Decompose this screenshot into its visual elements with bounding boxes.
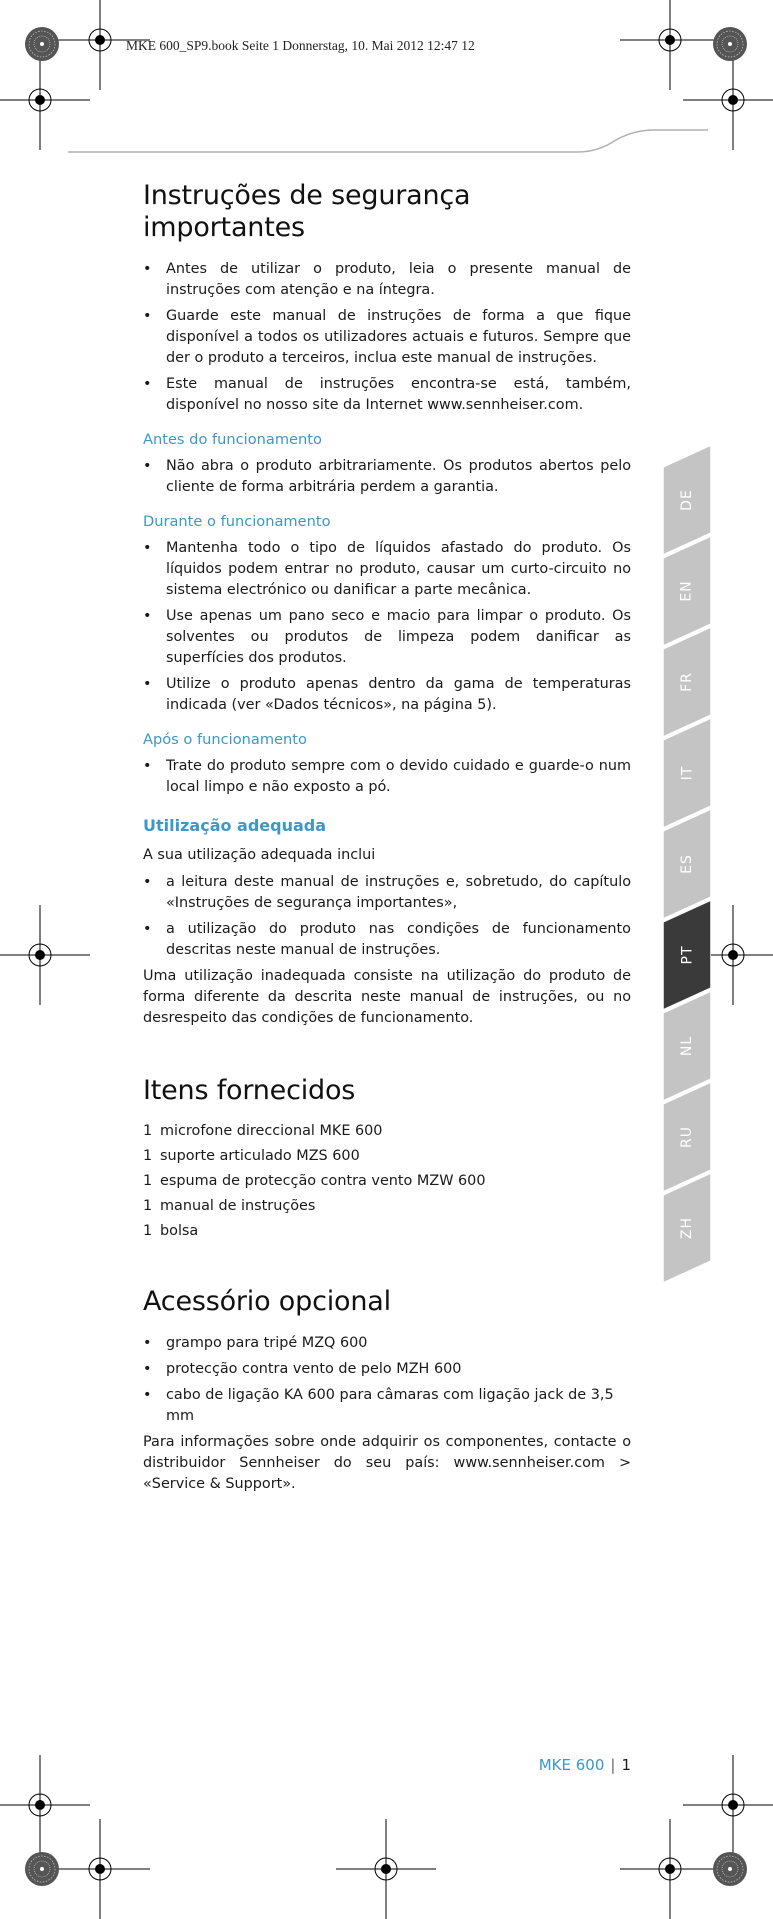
bullet-glyph: • bbox=[143, 607, 152, 624]
registration-mark-icon bbox=[0, 50, 90, 150]
intended-use-intro: A sua utilização adequada inclui bbox=[143, 846, 376, 863]
list-item bbox=[143, 1359, 631, 1380]
after-operation-list bbox=[143, 756, 631, 798]
accessories-list bbox=[143, 1333, 631, 1427]
list-item bbox=[143, 1221, 631, 1242]
safety-title: Instruções de segurança importantes bbox=[143, 180, 471, 244]
page-number: 1 bbox=[621, 1756, 631, 1774]
registration-mark-icon bbox=[683, 50, 773, 150]
list-item bbox=[143, 919, 631, 961]
bullet-glyph: • bbox=[143, 1386, 152, 1403]
delivery-list bbox=[143, 1121, 631, 1242]
list-item bbox=[143, 1171, 631, 1192]
bullet-glyph: • bbox=[143, 675, 152, 692]
registration-mark-icon bbox=[50, 1819, 150, 1919]
list-item-text: Utilize o produto apenas dentro da gama de temperaturas indicada (ver «Dados técnicos», na página 5). bbox=[166, 675, 631, 713]
improper-use-paragraph: Uma utilização inadequada consiste na utilização do produto de forma diferente da descrita neste manual de instruções, ou no desrespeito das condições de funcionamento. bbox=[143, 967, 631, 1026]
tab-zh[interactable] bbox=[663, 1173, 711, 1283]
item-text: microfone direccional MKE 600 bbox=[160, 1123, 383, 1140]
registration-mark-icon bbox=[0, 905, 90, 1005]
during-operation-heading: Durante o funcionamento bbox=[143, 512, 331, 530]
list-item-text: Guarde este manual de instruções de forma a que fique disponível a todos os utilizadores actuais e futuros. Sempre que der o produto a terceiros, inclua este manual de instruções. bbox=[166, 307, 631, 366]
accessories-title: Acessório opcional bbox=[143, 1286, 391, 1318]
registration-mark-icon bbox=[336, 1819, 436, 1919]
tab-label: ZH bbox=[679, 1216, 695, 1240]
tab-label: ES bbox=[678, 854, 695, 874]
tab-label: IT bbox=[679, 765, 695, 781]
item-text: bolsa bbox=[160, 1223, 199, 1240]
bullet-glyph: • bbox=[143, 539, 152, 556]
during-operation-list bbox=[143, 538, 631, 716]
tab-label: DE bbox=[678, 489, 695, 511]
item-quantity: 1 bbox=[143, 1223, 153, 1240]
item-quantity: 1 bbox=[143, 1198, 153, 1215]
bullet-glyph: • bbox=[143, 375, 152, 392]
bullet-glyph: • bbox=[143, 1360, 152, 1377]
list-item bbox=[143, 456, 631, 498]
tab-label: RU bbox=[678, 1126, 695, 1148]
registration-mark-icon bbox=[620, 1819, 720, 1919]
bullet-glyph: • bbox=[143, 1334, 152, 1351]
tab-label: PT bbox=[679, 945, 695, 965]
list-item bbox=[143, 538, 631, 601]
tab-label: EN bbox=[678, 580, 695, 602]
list-item bbox=[143, 1385, 631, 1427]
page-footer bbox=[539, 1756, 631, 1774]
list-item-text: Use apenas um pano seco e macio para limpar o produto. Os solventes ou produtos de limpeza podem danificar as superfícies dos produtos. bbox=[166, 607, 631, 666]
list-item-text: a leitura deste manual de instruções e, sobretudo, do capítulo «Instruções de segurança importantes», bbox=[166, 873, 631, 911]
safety-intro-list bbox=[143, 259, 631, 416]
list-item bbox=[143, 1146, 631, 1167]
after-operation-heading: Após o funcionamento bbox=[143, 730, 307, 748]
bullet-glyph: • bbox=[143, 873, 152, 890]
list-item-text: grampo para tripé MZQ 600 bbox=[166, 1334, 368, 1351]
delivery-title: Itens fornecidos bbox=[143, 1074, 356, 1106]
list-item bbox=[143, 259, 631, 301]
bullet-glyph: • bbox=[143, 457, 152, 474]
print-header-line: MKE 600_SP9.book Seite 1 Donnerstag, 10. Mai 2012 12:47 12 bbox=[126, 38, 475, 53]
main-content bbox=[143, 180, 631, 1501]
list-item-text: Não abra o produto arbitrariamente. Os produtos abertos pelo cliente de forma arbitrária perdem a garantia. bbox=[166, 457, 631, 495]
list-item bbox=[143, 1333, 631, 1354]
list-item-text: Este manual de instruções encontra-se está, também, disponível no nosso site da Internet www.sennheiser.com. bbox=[166, 375, 631, 413]
list-item-text: protecção contra vento de pelo MZH 600 bbox=[166, 1360, 462, 1377]
intended-use-list bbox=[143, 872, 631, 961]
tab-label: NL bbox=[679, 1035, 695, 1057]
bullet-glyph: • bbox=[143, 307, 152, 324]
footer-separator: | bbox=[610, 1756, 616, 1774]
list-item bbox=[143, 1121, 631, 1142]
list-item-text: Trate do produto sempre com o devido cuidado e guarde-o num local limpo e não exposto a pó. bbox=[166, 757, 631, 795]
before-operation-heading: Antes do funcionamento bbox=[143, 430, 322, 448]
list-item bbox=[143, 756, 631, 798]
list-item bbox=[143, 306, 631, 369]
color-rosette-icon bbox=[712, 26, 748, 62]
header-rule bbox=[68, 118, 708, 158]
item-text: espuma de protecção contra vento MZW 600 bbox=[160, 1173, 486, 1190]
list-item-text: Mantenha todo o tipo de líquidos afastado do produto. Os líquidos podem entrar no produto, causar um curto-circuito no sistema electrónico ou danificar a parte mecânica. bbox=[166, 539, 631, 598]
item-text: suporte articulado MZS 600 bbox=[160, 1148, 360, 1165]
list-item bbox=[143, 374, 631, 416]
color-rosette-icon bbox=[24, 26, 60, 62]
list-item-text: Antes de utilizar o produto, leia o presente manual de instruções com atenção e na íntegra. bbox=[166, 260, 631, 298]
accessories-note: Para informações sobre onde adquirir os componentes, contacte o distribuidor Sennheiser do seu país: www.sennheiser.com > «Service & Support». bbox=[143, 1433, 631, 1492]
bullet-glyph: • bbox=[143, 757, 152, 774]
language-tabs bbox=[663, 445, 711, 1295]
list-item bbox=[143, 1196, 631, 1217]
bullet-glyph: • bbox=[143, 260, 152, 277]
list-item bbox=[143, 606, 631, 669]
item-quantity: 1 bbox=[143, 1173, 153, 1190]
intended-use-heading: Utilização adequada bbox=[143, 815, 327, 835]
bullet-glyph: • bbox=[143, 920, 152, 937]
item-quantity: 1 bbox=[143, 1148, 153, 1165]
list-item bbox=[143, 872, 631, 914]
item-quantity: 1 bbox=[143, 1123, 153, 1140]
color-rosette-icon bbox=[712, 1851, 748, 1887]
before-operation-list bbox=[143, 456, 631, 498]
item-text: manual de instruções bbox=[160, 1198, 316, 1215]
color-rosette-icon bbox=[24, 1851, 60, 1887]
list-item bbox=[143, 674, 631, 716]
list-item-text: cabo de ligação KA 600 para câmaras com ligação jack de 3,5 mm bbox=[166, 1386, 614, 1424]
footer-model: MKE 600 bbox=[538, 1756, 605, 1774]
list-item-text: a utilização do produto nas condições de funcionamento descritas neste manual de instruções. bbox=[166, 920, 631, 958]
tab-label: FR bbox=[679, 672, 695, 692]
